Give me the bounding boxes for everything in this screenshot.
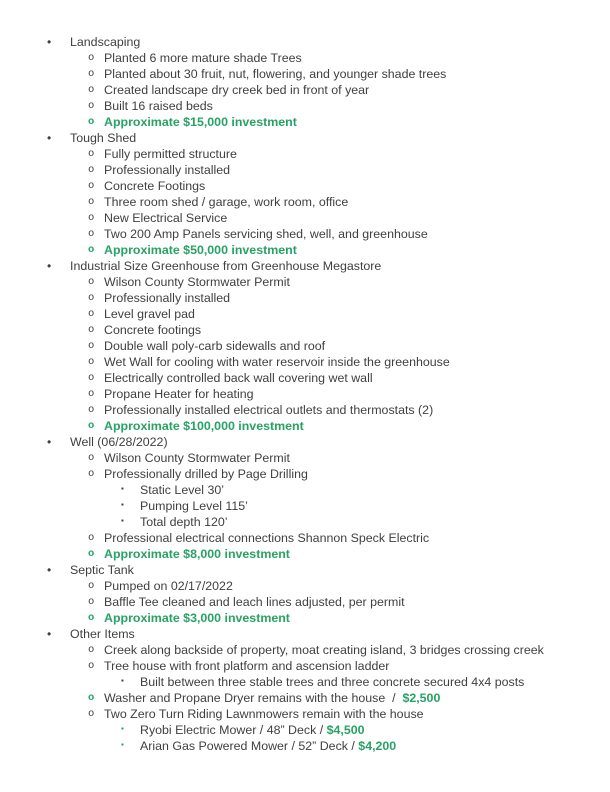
list-item <box>0 514 610 530</box>
circle-bullet-icon: o <box>88 116 95 128</box>
circle-bullet-icon: o <box>88 660 95 672</box>
highlighted-text: Approximate $3,000 investment <box>104 611 290 625</box>
list-item <box>0 642 610 658</box>
list-item <box>0 386 610 402</box>
list-item <box>0 226 610 242</box>
list-item-text: Concrete Footings <box>104 179 206 193</box>
circle-bullet-icon: o <box>88 596 95 608</box>
circle-bullet-icon: o <box>88 532 95 544</box>
list-item <box>0 146 610 162</box>
list-item-text: Planted 6 more mature shade Trees <box>104 51 302 65</box>
list-item <box>0 418 610 434</box>
list-item-text: Planted about 30 fruit, nut, flowering, and younger shade trees <box>104 67 447 81</box>
list-item-text: Wilson County Stormwater Permit <box>104 451 290 465</box>
section-title-item <box>0 34 610 50</box>
list-item-text: Landscaping <box>70 35 141 49</box>
list-item-text: Professionally installed <box>104 163 231 177</box>
disc-bullet-icon: • <box>47 259 52 273</box>
list-item <box>0 578 610 594</box>
list-item-text: Wet Wall for cooling with water reservoir inside the greenhouse <box>104 355 450 369</box>
list-item-text: Industrial Size Greenhouse from Greenhouse Megastore <box>70 259 382 273</box>
circle-bullet-icon: o <box>88 612 95 624</box>
list-item-text: Professionally installed <box>104 291 231 305</box>
disc-bullet-icon: • <box>47 563 52 577</box>
square-bullet-icon: ▪ <box>121 724 124 733</box>
list-item <box>0 82 610 98</box>
list-item <box>0 50 610 66</box>
list-item <box>0 370 610 386</box>
bullet-list <box>0 34 610 754</box>
circle-bullet-icon: o <box>88 68 95 80</box>
circle-bullet-icon: o <box>88 372 95 384</box>
list-item-text: Other Items <box>70 627 135 641</box>
section-title-item <box>0 258 610 274</box>
square-bullet-icon: ▪ <box>121 500 124 509</box>
circle-bullet-icon: o <box>88 356 95 368</box>
section-title-item <box>0 626 610 642</box>
list-item-text: Tree house with front platform and ascension ladder <box>104 659 390 673</box>
list-item <box>0 162 610 178</box>
disc-bullet-icon: • <box>47 435 52 449</box>
list-item-text: Baffle Tee cleaned and leach lines adjusted, per permit <box>104 595 405 609</box>
circle-bullet-icon: o <box>88 324 95 336</box>
list-item-text: Three room shed / garage, work room, office <box>104 195 349 209</box>
list-item-text: Two 200 Amp Panels servicing shed, well, and greenhouse <box>104 227 428 241</box>
list-item-text: Professional electrical connections Shannon Speck Electric <box>104 531 430 545</box>
section-title-item <box>0 562 610 578</box>
list-item-text: Total depth 120’ <box>140 515 228 529</box>
list-item-text: Creek along backside of property, moat creating island, 3 bridges crossing creek <box>104 643 544 657</box>
list-item-text: Built 16 raised beds <box>104 99 213 113</box>
list-item <box>0 610 610 626</box>
list-item <box>0 402 610 418</box>
list-item-text: Created landscape dry creek bed in front of year <box>104 83 370 97</box>
list-item-text: Double wall poly-carb sidewalls and roof <box>104 339 326 353</box>
list-item-text: Built between three stable trees and three concrete secured 4x4 posts <box>140 675 525 689</box>
list-item <box>0 66 610 82</box>
circle-bullet-icon: o <box>88 548 95 560</box>
list-item <box>0 338 610 354</box>
list-item <box>0 498 610 514</box>
list-item-text: Level gravel pad <box>104 307 195 321</box>
list-item <box>0 114 610 130</box>
list-item <box>0 210 610 226</box>
section-title-item <box>0 130 610 146</box>
list-item <box>0 658 610 674</box>
square-bullet-icon: ▪ <box>121 676 124 685</box>
list-item <box>0 290 610 306</box>
square-bullet-icon: ▪ <box>121 740 124 749</box>
disc-bullet-icon: • <box>47 35 52 49</box>
list-item-text: Pumped on 02/17/2022 <box>104 579 233 593</box>
circle-bullet-icon: o <box>88 84 95 96</box>
list-item-text: Ryobi Electric Mower / 48” Deck / <box>140 723 327 737</box>
square-bullet-icon: ▪ <box>121 516 124 525</box>
circle-bullet-icon: o <box>88 180 95 192</box>
circle-bullet-icon: o <box>88 340 95 352</box>
circle-bullet-icon: o <box>88 244 95 256</box>
circle-bullet-icon: o <box>88 644 95 656</box>
list-item <box>0 354 610 370</box>
circle-bullet-icon: o <box>88 452 95 464</box>
list-item <box>0 322 610 338</box>
list-item-text: Professionally installed electrical outlets and thermostats (2) <box>104 403 434 417</box>
circle-bullet-icon: o <box>88 580 95 592</box>
list-item-text: Fully permitted structure <box>104 147 237 161</box>
circle-bullet-icon: o <box>88 100 95 112</box>
circle-bullet-icon: o <box>88 692 95 704</box>
highlighted-text: $2,500 <box>402 691 441 705</box>
list-item <box>0 594 610 610</box>
highlighted-text: Approximate $100,000 investment <box>104 419 304 433</box>
list-item <box>0 738 610 754</box>
list-item <box>0 242 610 258</box>
list-item-text: Professionally drilled by Page Drilling <box>104 467 308 481</box>
circle-bullet-icon: o <box>88 388 95 400</box>
list-item <box>0 466 610 482</box>
list-item-text: Concrete footings <box>104 323 202 337</box>
disc-bullet-icon: • <box>47 131 52 145</box>
circle-bullet-icon: o <box>88 212 95 224</box>
list-item <box>0 306 610 322</box>
circle-bullet-icon: o <box>88 148 95 160</box>
circle-bullet-icon: o <box>88 196 95 208</box>
list-item <box>0 274 610 290</box>
list-item-text: Washer and Propane Dryer remains with the house / <box>104 691 403 705</box>
list-item <box>0 674 610 690</box>
list-item-text: Two Zero Turn Riding Lawnmowers remain with the house <box>104 707 424 721</box>
highlighted-text: $4,200 <box>358 739 397 753</box>
list-item <box>0 178 610 194</box>
list-item-text: Wilson County Stormwater Permit <box>104 275 290 289</box>
square-bullet-icon: ▪ <box>121 484 124 493</box>
circle-bullet-icon: o <box>88 468 95 480</box>
circle-bullet-icon: o <box>88 420 95 432</box>
circle-bullet-icon: o <box>88 308 95 320</box>
disc-bullet-icon: • <box>47 627 52 641</box>
circle-bullet-icon: o <box>88 708 95 720</box>
list-item <box>0 546 610 562</box>
list-item <box>0 530 610 546</box>
list-item-text: Tough Shed <box>70 131 137 145</box>
list-item-text: Electrically controlled back wall covering wet wall <box>104 371 373 385</box>
list-item-text: Arian Gas Powered Mower / 52” Deck / <box>140 739 359 753</box>
circle-bullet-icon: o <box>88 228 95 240</box>
list-item-text: Static Level 30’ <box>140 483 225 497</box>
highlighted-text: Approximate $15,000 investment <box>104 115 297 129</box>
circle-bullet-icon: o <box>88 292 95 304</box>
list-item-text: New Electrical Service <box>104 211 228 225</box>
section-title-item <box>0 434 610 450</box>
circle-bullet-icon: o <box>88 404 95 416</box>
highlighted-text: Approximate $8,000 investment <box>104 547 290 561</box>
list-item <box>0 690 610 706</box>
list-item <box>0 706 610 722</box>
list-item <box>0 98 610 114</box>
circle-bullet-icon: o <box>88 276 95 288</box>
highlighted-text: $4,500 <box>326 723 365 737</box>
list-item-text: Propane Heater for heating <box>104 387 254 401</box>
list-item-text: Well (06/28/2022) <box>70 435 168 449</box>
highlighted-text: Approximate $50,000 investment <box>104 243 297 257</box>
list-item <box>0 194 610 210</box>
circle-bullet-icon: o <box>88 164 95 176</box>
circle-bullet-icon: o <box>88 52 95 64</box>
list-item <box>0 722 610 738</box>
list-item <box>0 482 610 498</box>
list-item <box>0 450 610 466</box>
list-item-text: Septic Tank <box>70 563 134 577</box>
list-item-text: Pumping Level 115’ <box>140 499 248 513</box>
